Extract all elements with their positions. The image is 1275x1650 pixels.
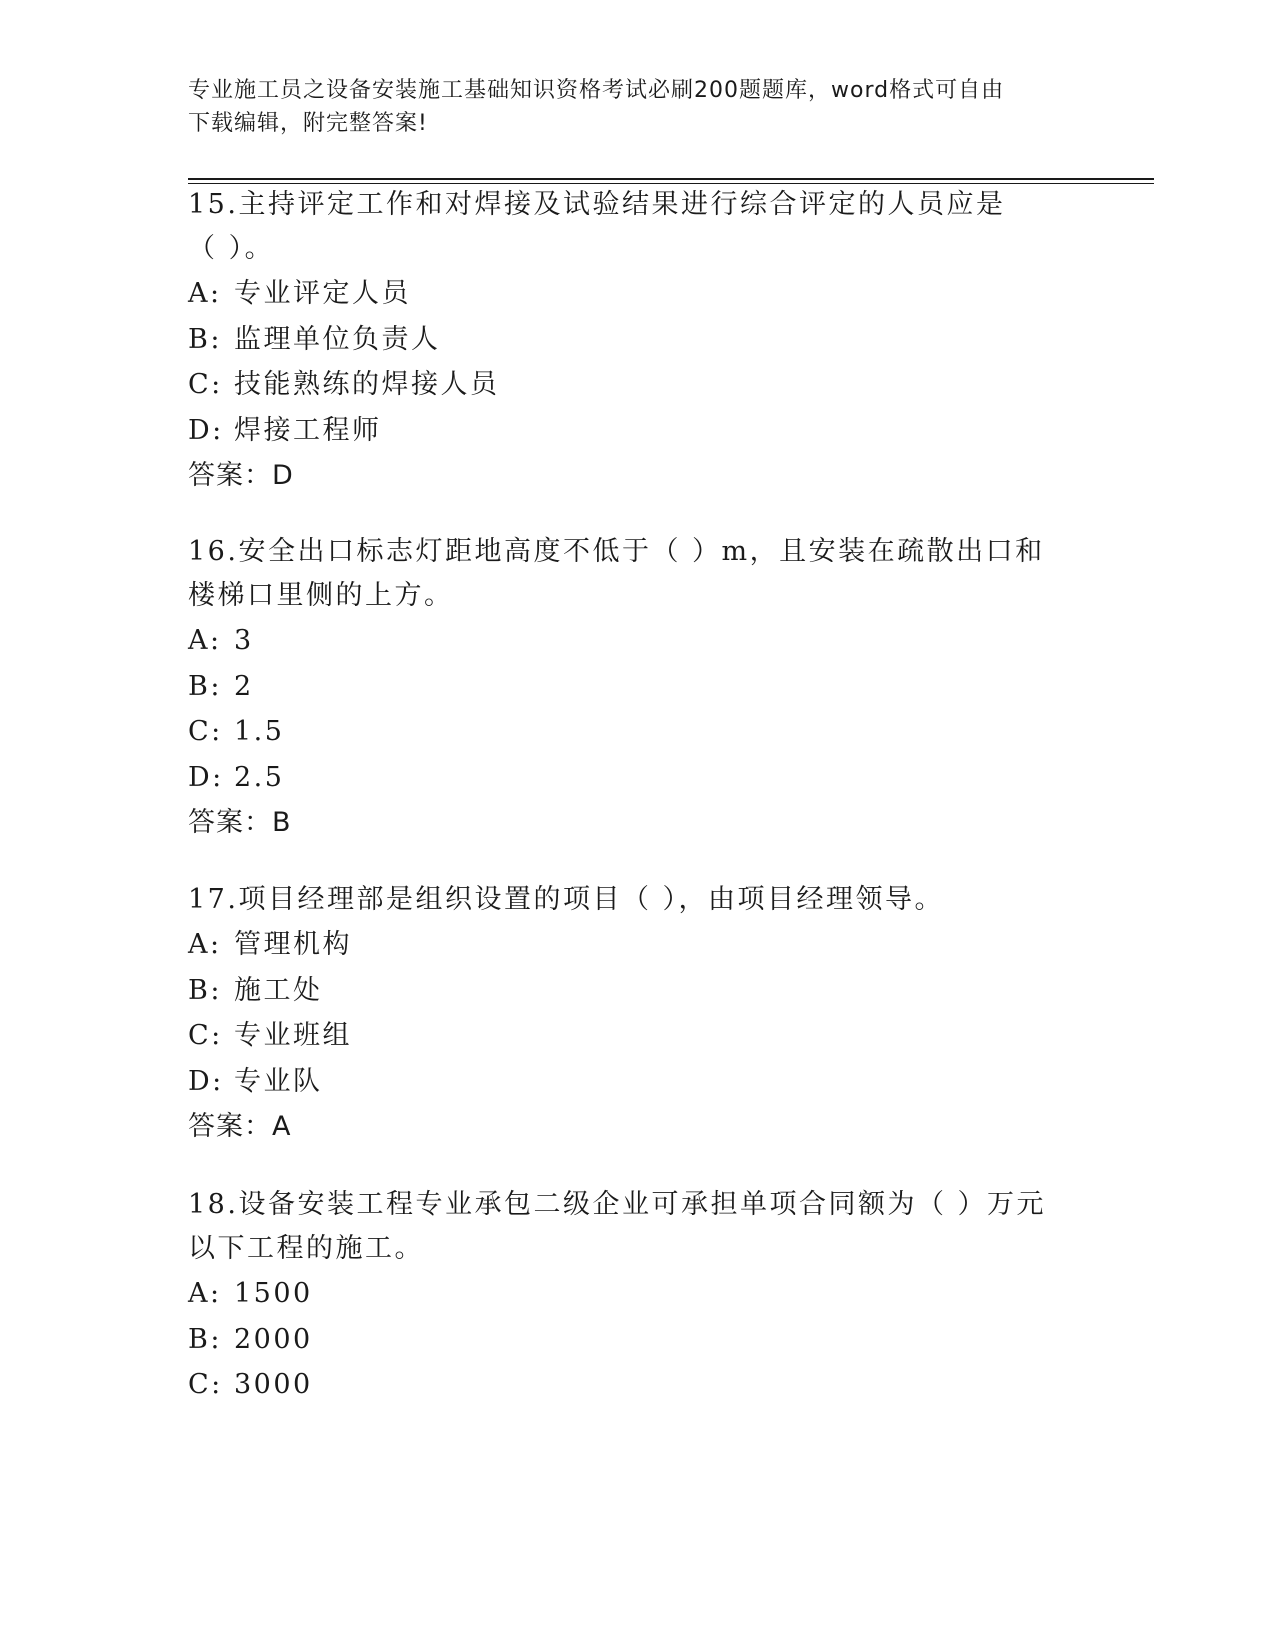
option-text: 2.5 <box>234 761 285 793</box>
option-key: B: <box>188 323 222 355</box>
option-key: A: <box>188 278 222 309</box>
option-a <box>188 271 1088 317</box>
option-b <box>188 1317 1088 1363</box>
answer-label: 答案：A <box>188 1111 292 1142</box>
option-text: 焊接工程师 <box>234 414 382 446</box>
option-key: D: <box>188 1065 224 1097</box>
option-d <box>188 408 1088 454</box>
question-18 <box>188 1183 1088 1408</box>
option-text: 专业班组 <box>234 1020 352 1051</box>
document-header <box>188 74 1068 140</box>
option-key: A: <box>188 625 222 656</box>
question-stem: 15.主持评定工作和对焊接及试验结果进行综合评定的人员应是（ ）。 <box>188 189 1006 264</box>
option-c <box>188 1013 1088 1059</box>
option-a <box>188 618 1088 664</box>
option-key: C: <box>188 1369 223 1400</box>
option-text: 专业队 <box>234 1065 323 1097</box>
option-text: 2000 <box>234 1323 313 1355</box>
option-text: 3 <box>234 625 254 656</box>
header-line-2: 下载编辑，附完整答案! <box>188 111 428 136</box>
option-key: C: <box>188 1020 223 1051</box>
option-b <box>188 664 1088 710</box>
question-15 <box>188 183 1088 499</box>
question-stem: 16.安全出口标志灯距地高度不低于（ ）m，且安装在疏散出口和楼梯口里侧的上方。 <box>188 536 1045 611</box>
question-16 <box>188 530 1088 846</box>
option-a <box>188 922 1088 968</box>
option-b <box>188 968 1088 1014</box>
option-text: 3000 <box>234 1369 313 1400</box>
option-key: C: <box>188 716 223 747</box>
option-text: 管理机构 <box>234 929 352 960</box>
option-d <box>188 755 1088 801</box>
option-key: C: <box>188 369 223 400</box>
header-line-1: 专业施工员之设备安装施工基础知识资格考试必刷200题题库，word格式可自由 <box>188 78 1005 103</box>
answer-label: 答案：D <box>188 460 294 491</box>
option-a <box>188 1271 1088 1317</box>
option-key: B: <box>188 974 222 1006</box>
option-c <box>188 709 1088 755</box>
question-17 <box>188 878 1088 1150</box>
option-c <box>188 1362 1088 1408</box>
option-c <box>188 362 1088 408</box>
option-key: D: <box>188 414 224 446</box>
option-key: B: <box>188 670 222 702</box>
option-key: B: <box>188 1323 222 1355</box>
option-text: 1500 <box>234 1278 313 1309</box>
option-d <box>188 1059 1088 1105</box>
option-text: 施工处 <box>234 974 323 1006</box>
option-key: D: <box>188 761 224 793</box>
option-text: 专业评定人员 <box>234 278 411 309</box>
option-key: A: <box>188 1278 222 1309</box>
option-text: 监理单位负责人 <box>234 323 441 355</box>
option-text: 2 <box>234 670 254 702</box>
question-stem: 18.设备安装工程专业承包二级企业可承担单项合同额为（ ）万元以下工程的施工。 <box>188 1189 1047 1264</box>
option-key: A: <box>188 929 222 960</box>
header-divider-thick <box>188 178 1154 180</box>
question-stem: 17.项目经理部是组织设置的项目（ ），由项目经理领导。 <box>188 884 945 915</box>
answer-label: 答案：B <box>188 807 292 838</box>
option-text: 技能熟练的焊接人员 <box>234 369 500 400</box>
option-text: 1.5 <box>234 716 285 747</box>
option-b <box>188 317 1088 363</box>
